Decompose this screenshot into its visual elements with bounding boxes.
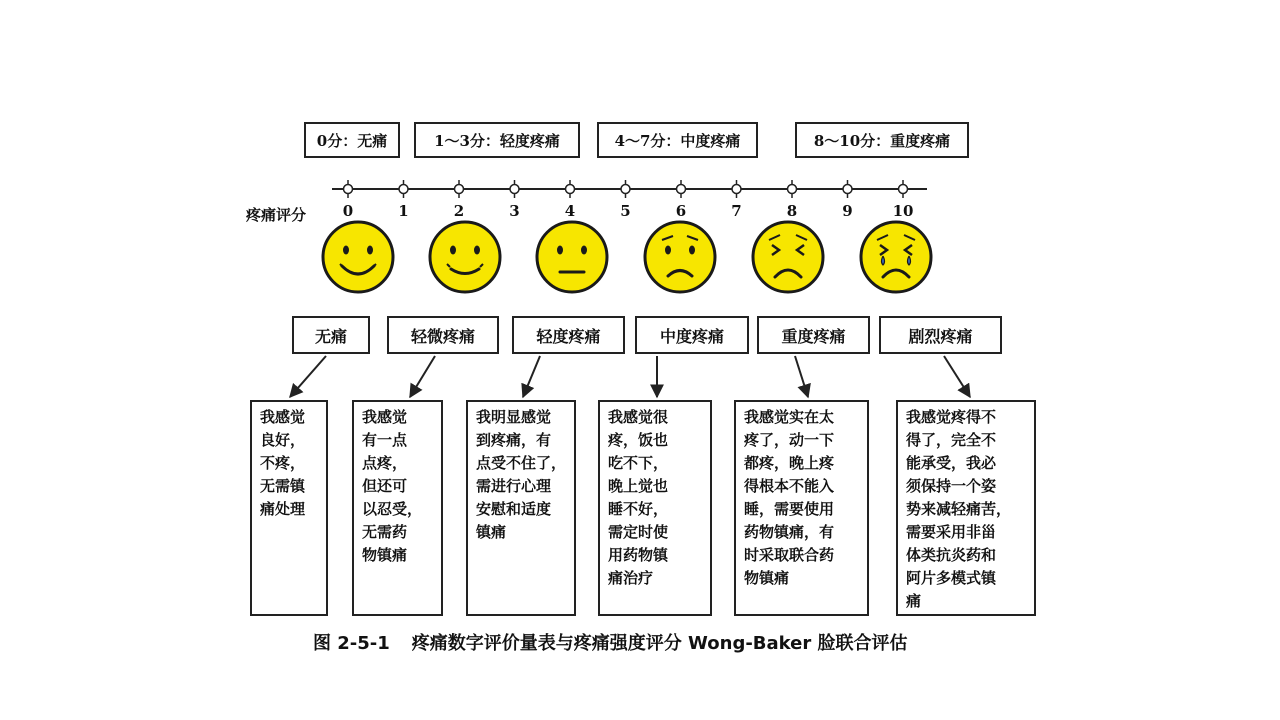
desc-line: 无需药 [362,523,408,541]
scale-tick-label: 9 [842,202,853,220]
desc-line: 我感觉实在太 [744,408,835,426]
desc-line: 需要采用非甾 [906,523,997,541]
desc-line: 镇痛 [476,523,507,541]
arrow-mild [523,356,540,397]
level-box-none: 无痛 [292,316,370,354]
desc-line: 但还可 [362,477,408,495]
desc-line: 无需镇 [260,477,306,495]
desc-line: 以忍受， [362,500,423,518]
desc-line: 晚上觉也 [608,477,669,495]
desc-line: 睡不好， [608,500,669,518]
range-box-0: 0分：无痛 [304,122,400,158]
desc-line: 我感觉疼得不 [906,408,997,426]
figure-caption [313,629,908,655]
desc-line: 势来减轻痛苦， [906,500,1012,518]
desc-line: 良好， [260,431,306,449]
desc-box-none [250,400,328,616]
desc-line: 须保持一个姿 [906,477,997,495]
desc-line: 痛 [906,592,922,610]
range-box-8-10: 8～10分：重度疼痛 [795,122,969,158]
scale-tick-label: 5 [620,202,631,220]
scale-tick-label: 4 [564,202,576,220]
desc-line: 疼了，动一下 [744,431,835,449]
desc-line: 点疼， [362,454,408,472]
desc-line: 物镇痛 [362,546,408,564]
desc-line: 药物镇痛，有 [744,523,835,541]
desc-line: 我明显感觉 [476,408,552,426]
range-box-4-7: 4～7分：中度疼痛 [597,122,758,158]
desc-line: 不疼， [260,454,306,472]
level-box-severe: 重度疼痛 [757,316,870,354]
scale-tick-label: 10 [892,202,914,220]
desc-line: 痛治疗 [608,569,654,587]
desc-box-severe [734,400,869,616]
desc-box-moderate [598,400,712,616]
scale-tick-label: 3 [509,202,520,220]
desc-line: 需定时使 [608,523,669,541]
scale-title: 疼痛评分 [246,206,307,224]
desc-line: 睡，需要使用 [744,500,835,518]
desc-line: 时采取联合药 [744,546,835,564]
desc-box-slight [352,400,443,616]
desc-line: 我感觉很 [608,408,669,426]
range-box-1-3: 1～3分：轻度疼痛 [414,122,580,158]
level-box-extreme: 剧烈疼痛 [879,316,1002,354]
desc-line: 体类抗炎药和 [906,546,997,564]
level-box-slight: 轻微疼痛 [387,316,499,354]
desc-line: 吃不下， [608,454,669,472]
arrow-extreme [944,356,970,397]
caption-number: 图 2-5-1 [313,633,390,654]
desc-line: 都疼，晚上疼 [744,454,835,472]
desc-box-extreme [896,400,1036,616]
desc-line: 安慰和适度 [476,500,552,518]
scale-tick-label: 2 [453,202,465,220]
arrow-none [290,356,326,397]
level-box-mild: 轻度疼痛 [512,316,625,354]
scale-tick-label: 0 [342,202,354,220]
desc-line: 需进行心理 [476,477,552,495]
desc-line: 点受不住了， [476,454,567,472]
desc-line: 有一点 [362,431,408,449]
desc-line: 得了，完全不 [906,431,997,449]
desc-line: 疼，饭也 [608,431,669,449]
scale-tick-label: 7 [731,202,742,220]
scale-tick-label: 8 [786,202,798,220]
desc-line: 痛处理 [260,500,306,518]
caption-text: 疼痛数字评价量表与疼痛强度评分 Wong-Baker 脸联合评估 [411,633,908,654]
level-box-moderate: 中度疼痛 [635,316,749,354]
arrow-slight [410,356,435,397]
desc-line: 到疼痛，有 [476,431,552,449]
scale-tick-label: 6 [675,202,687,220]
desc-line: 我感觉 [260,408,306,426]
desc-line: 阿片多模式镇 [906,569,997,587]
desc-box-mild [466,400,576,616]
arrow-severe [795,356,808,397]
desc-line: 物镇痛 [744,569,790,587]
desc-line: 得根本不能入 [744,477,835,495]
desc-line: 能承受，我必 [906,454,997,472]
scale-tick-label: 1 [398,202,409,220]
desc-line: 我感觉 [362,408,408,426]
desc-line: 用药物镇 [608,546,669,564]
